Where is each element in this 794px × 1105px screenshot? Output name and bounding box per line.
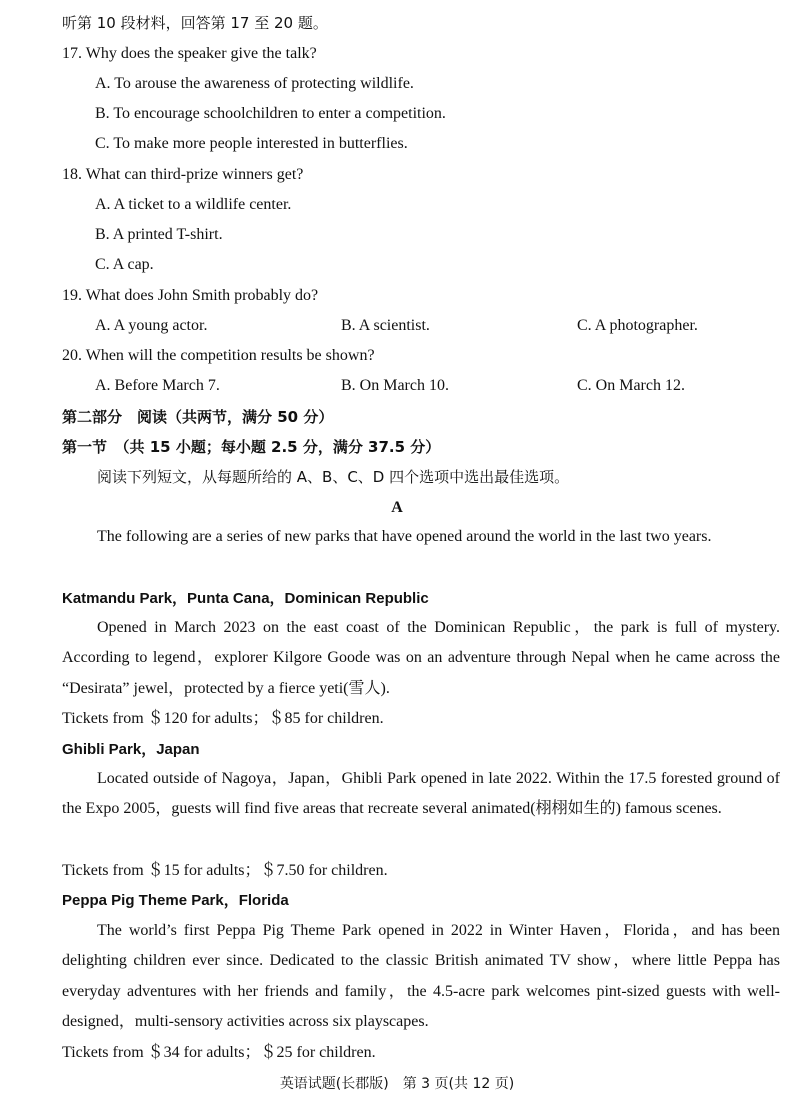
park-3-name: Peppa Pig Theme Park，Florida [62, 892, 289, 909]
question-18-option-b: B. A printed T-shirt. [95, 226, 223, 243]
question-20-stem: 20. When will the competition results be shown? [62, 347, 375, 364]
park-2-description-text: Located outside of Nagoya，Japan，Ghibli Park opened in late 2022. Within the 17.5 forested ground of the Expo 2005，guests will find five areas that recreate several animated(栩栩如生的) famous scenes. [62, 770, 780, 818]
passage-label: A [391, 499, 403, 516]
question-17-option-c: C. To make more people interested in butterflies. [95, 135, 408, 152]
question-18-stem: 18. What can third-prize winners get? [62, 166, 304, 183]
section-intro: 听第 10 段材料，回答第 17 至 20 题。 [62, 14, 328, 32]
park-3-description-text: The world’s first Peppa Pig Theme Park opened in 2022 in Winter Haven，Florida，and has been delighting children ever since. Dedicated to the classic British animated TV show，where little Peppa has everyday adventures with her friends and family，the 4.5-acre park welcomes pint-sized guests with well-designed，multi-sensory activities across six playscapes. [62, 922, 781, 1030]
question-17-stem: 17. Why does the speaker give the talk? [62, 45, 317, 62]
question-19-option-b: B. A scientist. [341, 317, 430, 334]
park-2-tickets: Tickets from ＄15 for adults；＄7.50 for children. [62, 862, 388, 879]
question-17-option-a: A. To arouse the awareness of protecting wildlife. [95, 75, 414, 92]
reading-instructions: 阅读下列短文，从每题所给的 A、B、C、D 四个选项中选出最佳选项。 [97, 468, 570, 486]
park-2-description [62, 764, 780, 825]
page-footer: 英语试题(长郡版) 第 3 页(共 12 页) [279, 1076, 515, 1092]
question-20-option-b: B. On March 10. [341, 377, 449, 394]
park-1-description-text: Opened in March 2023 on the east coast of the Dominican Republic，the park is full of mystery. According to legend，explorer Kilgore Goode was on an adventure through Nepal when he came across the “Desirata” jewel，protected by a fierce yeti(雪人). [62, 619, 780, 697]
question-19-option-a: A. A young actor. [95, 317, 208, 334]
question-19-stem: 19. What does John Smith probably do? [62, 287, 319, 304]
question-17-option-b: B. To encourage schoolchildren to enter a competition. [95, 105, 446, 122]
section1-title: 第一节 （共 15 小题；每小题 2.5 分，满分 37.5 分） [62, 438, 441, 456]
passage-intro-text: The following are a series of new parks that have opened around the world in the last two years. [97, 528, 712, 545]
question-20-option-c: C. On March 12. [577, 377, 685, 394]
passage-intro [62, 522, 780, 552]
park-3-description [62, 916, 780, 1037]
park-1-name: Katmandu Park，Punta Cana，Dominican Republic [62, 590, 429, 607]
park-1-description [62, 613, 780, 704]
park-3-tickets: Tickets from ＄34 for adults；＄25 for children. [62, 1044, 376, 1061]
question-19-option-c: C. A photographer. [577, 317, 698, 334]
park-2-name: Ghibli Park，Japan [62, 741, 200, 758]
question-20-option-a: A. Before March 7. [95, 377, 220, 394]
question-18-option-c: C. A cap. [95, 256, 154, 273]
question-18-option-a: A. A ticket to a wildlife center. [95, 196, 292, 213]
park-1-tickets: Tickets from ＄120 for adults；＄85 for children. [62, 710, 384, 727]
part2-title: 第二部分 阅读（共两节，满分 50 分） [62, 408, 334, 426]
